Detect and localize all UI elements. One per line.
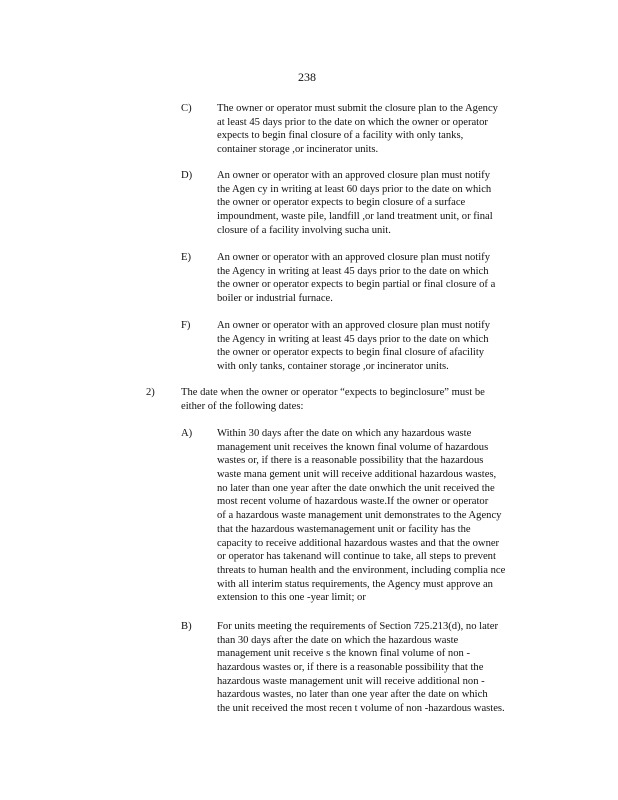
text-line: An owner or operator with an approved closure plan must notify	[217, 252, 491, 263]
item-label: A)	[181, 428, 193, 439]
text-line: For units meeting the requirements of Section 725.213(d), no later	[217, 621, 498, 632]
text-line: either of the following dates:	[181, 400, 304, 412]
text-line: the owner or operator expects to begin partial or final closure of a	[217, 279, 496, 291]
text-line: waste mana gement unit will receive additional hazardous wastes,	[217, 469, 497, 481]
text-line: the Agen cy in writing at least 60 days prior to the date on which	[217, 183, 492, 195]
item-label: C)	[181, 103, 192, 114]
item-label: D)	[181, 170, 193, 181]
item-text	[217, 319, 557, 374]
item-label: E)	[181, 252, 191, 263]
item-text	[181, 386, 541, 413]
text-line: wastes or, if there is a reasonable possibility that the hazardous	[217, 455, 484, 467]
text-line: the owner or operator expects to begin final closure of afacility	[217, 347, 485, 359]
text-line: An owner or operator with an approved closure plan must notify	[217, 320, 491, 331]
text-line: that the hazardous wastemanagement unit or facility has the	[217, 523, 471, 535]
item-label: F)	[181, 320, 191, 331]
text-line: The owner or operator must submit the closure plan to the Agency	[217, 103, 498, 114]
item-text	[217, 427, 557, 605]
text-line: or operator has takenand will continue to take, all steps to prevent	[217, 551, 496, 563]
text-line: of a hazardous waste management unit demonstrates to the Agency	[217, 510, 502, 522]
item-text	[217, 169, 557, 237]
text-line: at least 45 days prior to the date on which the owner or operator	[217, 116, 488, 128]
text-line: An owner or operator with an approved closure plan must notify	[217, 170, 491, 181]
text-line: management unit receive s the known final volume of non -	[217, 648, 470, 660]
text-line: most recent volume of hazardous waste.If the owner or operator	[217, 496, 489, 508]
text-line: impoundment, waste pile, landfill ,or land treatment unit, or final	[217, 211, 493, 223]
text-line: extension to this one -year limit; or	[217, 592, 366, 604]
item-label: B)	[181, 621, 192, 632]
text-line: the owner or operator expects to begin closure of a surface	[217, 197, 466, 209]
text-line: container storage ,or incinerator units.	[217, 144, 379, 156]
text-line: threats to human health and the environment, including complia nce	[217, 564, 506, 576]
text-line: closure of a facility involving sucha unit.	[217, 224, 391, 236]
text-line: hazardous wastes, no later than one year after the date on which	[217, 689, 488, 701]
text-line: the unit received the most recen t volume of non -hazardous wastes.	[217, 703, 505, 715]
text-line: Within 30 days after the date on which any hazardous waste	[217, 428, 472, 439]
text-line: the Agency in writing at least 45 days prior to the date on which	[217, 265, 489, 277]
text-line: with all interim status requirements, the Agency must approve an	[217, 578, 493, 590]
text-line: capacity to receive additional hazardous wastes and that the owner	[217, 537, 500, 549]
text-line: boiler or industrial furnace.	[217, 293, 333, 305]
text-line: hazardous waste management unit will receive additional non -	[217, 675, 485, 687]
text-line: hazardous wastes or, if there is a reasonable possibility that the	[217, 662, 484, 674]
item-text	[217, 620, 557, 716]
page-number: 238	[298, 70, 316, 84]
text-line: no later than one year after the date onwhich the unit received the	[217, 482, 495, 494]
text-line: with only tanks, container storage ,or incinerator units.	[217, 361, 449, 373]
text-line: management unit receives the known final volume of hazardous	[217, 441, 489, 453]
text-line: the Agency in writing at least 45 days prior to the date on which	[217, 333, 489, 345]
item-text	[217, 251, 557, 306]
item-label: 2)	[146, 387, 155, 398]
text-line: expects to begin final closure of a facility with only tanks,	[217, 130, 464, 142]
text-line: than 30 days after the date on which the hazardous waste	[217, 634, 459, 646]
text-line: The date when the owner or operator “expects to beginclosure” must be	[181, 387, 485, 398]
item-text	[217, 102, 557, 157]
